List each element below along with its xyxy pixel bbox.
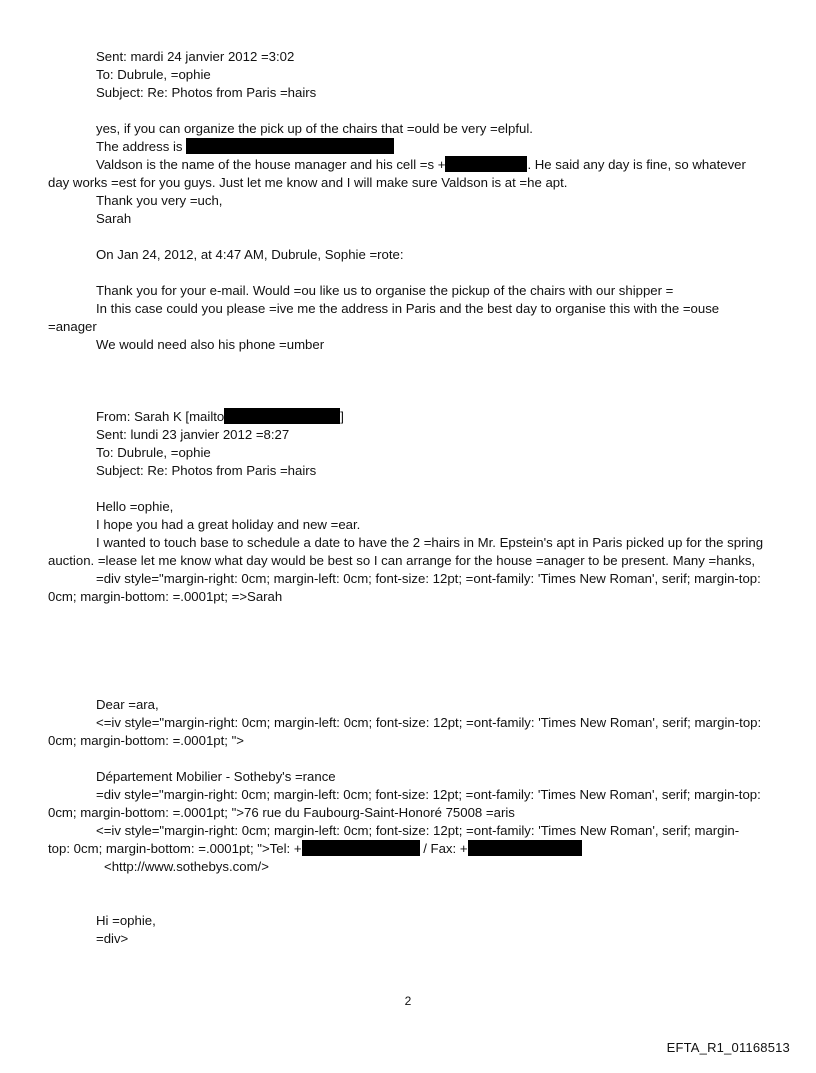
body3-line3: =div style="margin-right: 0cm; margin-left: 0cm; font-size: 12pt; =ont-family: 'Times New Roman', serif; margin-top: 0cm; margin-bottom: =.0001pt; =>Sarah (48, 571, 761, 604)
body5-dept: Département Mobilier - Sotheby's =rance (96, 769, 336, 784)
msg1-sent: Sent: mardi 24 janvier 2012 =3:02 (96, 49, 295, 64)
redaction-box (224, 408, 340, 424)
body5-url: <http://www.sothebys.com/> (104, 859, 269, 874)
email-document (48, 48, 768, 948)
body1-line1: yes, if you can organize the pick up of the chairs that =ould be very =elpful. (96, 121, 533, 136)
body3-line1: I hope you had a great holiday and new =ear. (96, 517, 361, 532)
body1-address (48, 138, 768, 156)
body3-line2: I wanted to touch base to schedule a date to have the 2 =hairs in Mr. Epstein's apt in Paris picked up for the spring auction. =lease let me know what day would be best so I can arrange for the house =anager to be present. Many =hanks, (48, 535, 764, 568)
redaction-box (186, 138, 394, 154)
body1-thanks: Thank you very =uch, (96, 193, 223, 208)
body1-sign: Sarah (96, 211, 132, 226)
redaction-box (468, 840, 582, 856)
msg2-subject: Subject: Re: Photos from Paris =hairs (96, 463, 317, 478)
redaction-box (302, 840, 420, 856)
body1-cell-part1: Valdson is the name of the house manager and his cell =s + (96, 157, 446, 172)
quote1-intro: On Jan 24, 2012, at 4:47 AM, Dubrule, Sophie =rote: (96, 247, 404, 262)
msg2-to: To: Dubrule, =ophie (96, 445, 211, 460)
msg2-from-prefix: From: Sarah K [mailto (96, 409, 225, 424)
body3-greeting: Hello =ophie, (96, 499, 174, 514)
page-number: 2 (404, 994, 412, 1008)
msg2-sent: Sent: lundi 23 janvier 2012 =8:27 (96, 427, 290, 442)
body5-line1: =div style="margin-right: 0cm; margin-left: 0cm; font-size: 12pt; =ont-family: 'Times New Roman', serif; margin-top: 0cm; margin-bottom: =.0001pt; ">76 rue du Faubourg-Saint-Honoré 75008 =aris (48, 787, 761, 820)
msg2-from (48, 408, 768, 426)
msg1-to: To: Dubrule, =ophie (96, 67, 211, 82)
body1-cell-part2: . He said any day is fine, so whatever (527, 157, 746, 172)
msg2-from-suffix: ] (340, 409, 344, 424)
body2-line1: Thank you for your e-mail. Would =ou like us to organise the pickup of the chairs with our shipper = (96, 283, 674, 298)
redaction-box (445, 156, 527, 172)
body1-cell (48, 156, 768, 174)
body5-line2a: <=iv style="margin-right: 0cm; margin-left: 0cm; font-size: 12pt; =ont-family: 'Times New Roman', serif; margin- (96, 823, 740, 838)
body2-line2a: In this case could you please =ive me the address in Paris and the best day to organise this with the =ouse (96, 301, 720, 316)
body2-line2b: =anager (48, 319, 97, 334)
body6-line1: =div> (96, 931, 129, 946)
body4-greeting: Dear =ara, (96, 697, 159, 712)
msg1-subject: Subject: Re: Photos from Paris =hairs (96, 85, 317, 100)
body1-cell-cont: day works =est for you guys. Just let me know and I will make sure Valdson is at =he apt. (48, 175, 568, 190)
body1-address-prefix: The address is (96, 139, 183, 154)
body5-fax: / Fax: + (419, 841, 468, 856)
body2-line3: We would need also his phone =umber (96, 337, 325, 352)
bates-number: EFTA_R1_01168513 (666, 1040, 790, 1055)
body5-tel-prefix: top: 0cm; margin-bottom: =.0001pt; ">Tel: + (48, 841, 302, 856)
body6-greeting: Hi =ophie, (96, 913, 156, 928)
body5-line2b (48, 840, 768, 858)
body4-line1: <=iv style="margin-right: 0cm; margin-left: 0cm; font-size: 12pt; =ont-family: 'Times New Roman', serif; margin-top: 0cm; margin-bottom: =.0001pt; "> (48, 715, 762, 748)
